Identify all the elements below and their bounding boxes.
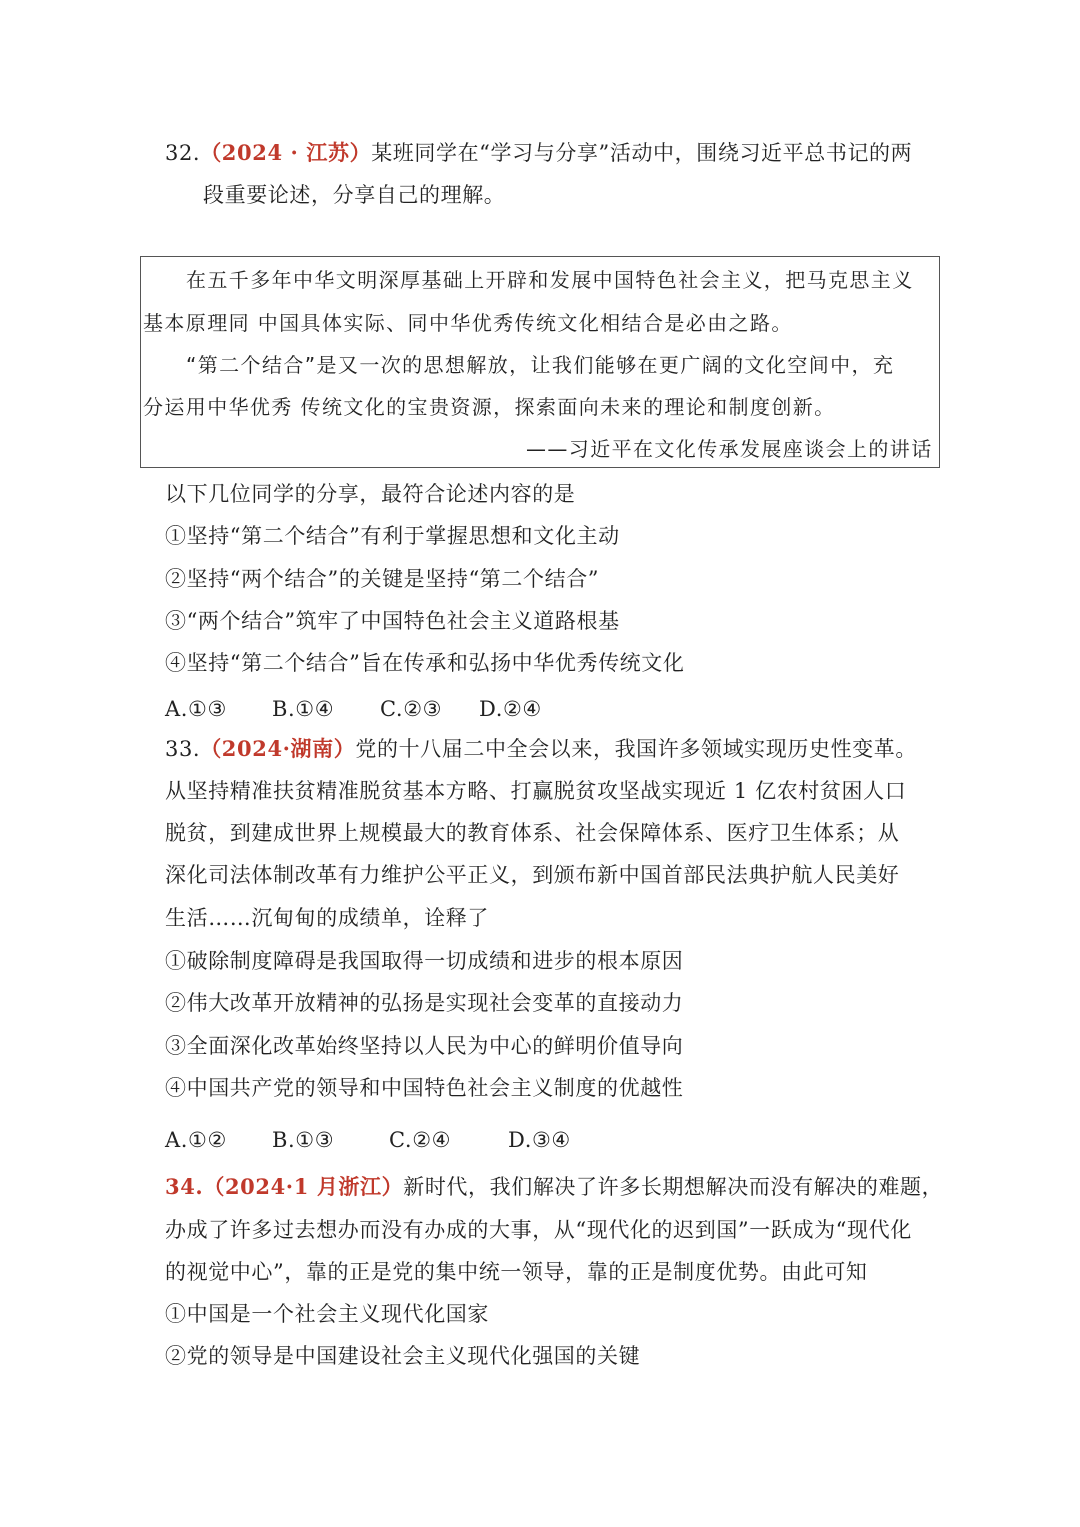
q32-option-b: B.①④ bbox=[272, 697, 335, 721]
q33-item-2: ②伟大改革开放精神的弘扬是实现社会变革的直接动力 bbox=[165, 991, 684, 1015]
q32-option-c: C.②③ bbox=[380, 697, 443, 721]
q34-stem-line3: 的视觉中心”，靠的正是党的集中统一领导，靠的正是制度优势。由此可知 bbox=[165, 1260, 868, 1284]
quote-line1: 在五千多年中华文明深厚基础上开辟和发展中国特色社会主义，把马克思主义 bbox=[186, 268, 914, 292]
q32-line1 bbox=[165, 138, 912, 168]
q33-number: 33. bbox=[165, 737, 201, 761]
q33-line1 bbox=[165, 734, 917, 764]
q33-stem-line2: 从坚持精准扶贫精准脱贫基本方略、打赢脱贫攻坚战实现近 1 亿农村贫困人口 bbox=[165, 779, 907, 803]
q32-stem-line1: 某班同学在“学习与分享”活动中，围绕习近平总书记的两 bbox=[371, 141, 913, 165]
q33-item-1: ①破除制度障碍是我国取得一切成绩和进步的根本原因 bbox=[165, 949, 684, 973]
q33-option-d: D.③④ bbox=[508, 1128, 571, 1152]
q33-stem-line4: 深化司法体制改革有力维护公平正义，到颁布新中国首部民法典护航人民美好 bbox=[165, 863, 900, 887]
q33-item-3: ③全面深化改革始终坚持以人民为中心的鲜明价值导向 bbox=[165, 1034, 684, 1058]
q33-option-a: A.①② bbox=[165, 1128, 227, 1152]
q32-option-a: A.①③ bbox=[165, 697, 227, 721]
q33-item-4: ④中国共产党的领导和中国特色社会主义制度的优越性 bbox=[165, 1076, 684, 1100]
q32-item-3: ③“两个结合”筑牢了中国特色社会主义道路根基 bbox=[165, 609, 620, 633]
quote-attribution: ——习近平在文化传承发展座谈会上的讲话 bbox=[526, 437, 933, 461]
q34-item-2: ②党的领导是中国建设社会主义现代化强国的关键 bbox=[165, 1344, 641, 1368]
q33-stem-line3: 脱贫，到建成世界上规模最大的教育体系、社会保障体系、医疗卫生体系；从 bbox=[165, 821, 900, 845]
q33-source: （2024·湖南） bbox=[200, 736, 356, 761]
q32-option-d: D.②④ bbox=[479, 697, 542, 721]
q33-options bbox=[165, 1125, 571, 1155]
quote-line4: 分运用中华优秀 传统文化的宝贵资源，探索面向未来的理论和制度创新。 bbox=[143, 395, 836, 419]
q32-item-2: ②坚持“两个结合”的关键是坚持“第二个结合” bbox=[165, 567, 600, 591]
q32-source: （2024 · 江苏） bbox=[200, 140, 372, 165]
q33-stem-line5: 生活……沉甸甸的成绩单，诠释了 bbox=[165, 906, 489, 930]
q34-source: （2024·1 月浙江） bbox=[203, 1174, 404, 1199]
q34-line1 bbox=[165, 1172, 943, 1202]
q32-number: 32. bbox=[165, 141, 201, 165]
q32-question: 以下几位同学的分享，最符合论述内容的是 bbox=[165, 482, 576, 506]
q34-item-1: ①中国是一个社会主义现代化国家 bbox=[165, 1302, 489, 1326]
q32-options bbox=[165, 694, 542, 724]
q32-stem-line2: 段重要论述，分享自己的理解。 bbox=[203, 183, 506, 207]
q32-item-4: ④坚持“第二个结合”旨在传承和弘扬中华优秀传统文化 bbox=[165, 651, 685, 675]
q33-option-b: B.①③ bbox=[272, 1128, 335, 1152]
q33-option-c: C.②④ bbox=[389, 1128, 452, 1152]
q33-stem-line1: 党的十八届二中全会以来，我国许多领域实现历史性变革。 bbox=[355, 737, 917, 761]
quote-line3: “第二个结合”是又一次的思想解放，让我们能够在更广阔的文化空间中，充 bbox=[186, 353, 895, 377]
q32-item-1: ①坚持“第二个结合”有利于掌握思想和文化主动 bbox=[165, 524, 620, 548]
q34-stem-line1: 新时代，我们解决了许多长期想解决而没有解决的难题， bbox=[403, 1175, 944, 1199]
quote-line2: 基本原理同 中国具体实际、同中华优秀传统文化相结合是必由之路。 bbox=[143, 311, 793, 335]
q34-number: 34. bbox=[165, 1174, 204, 1199]
q34-stem-line2: 办成了许多过去想办而没有办成的大事，从“现代化的迟到国”一跃成为“现代化 bbox=[165, 1218, 912, 1242]
